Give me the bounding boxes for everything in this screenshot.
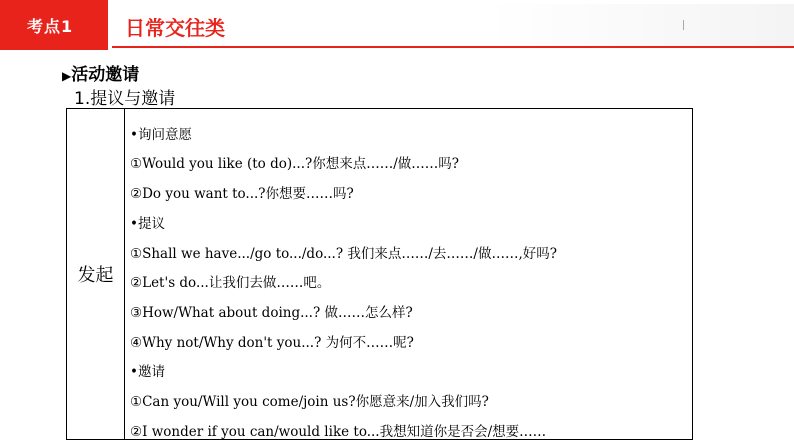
phrase-table <box>66 108 693 440</box>
topic-tag <box>0 0 108 50</box>
table-row: ②Do you want to...?你想要……吗? <box>130 186 354 202</box>
table-row: •询问意愿 <box>130 127 192 143</box>
header-underline <box>112 46 794 48</box>
section-title: 活动邀请 <box>71 65 140 85</box>
topic-tag-label: 考点1 <box>27 17 74 36</box>
table-row: •邀请 <box>130 364 165 380</box>
table-row: ④Why not/Why don't you...? 为何不……呢? <box>130 335 414 351</box>
table-row: ①Shall we have.../go to.../do...? 我们来点……/去……/做……,好吗? <box>130 246 557 262</box>
table-row: •提议 <box>130 216 165 232</box>
table-row: ③How/What about doing...? 做……怎么样? <box>130 305 413 321</box>
column-divider <box>124 109 125 439</box>
table-row: ②I wonder if you can/would like to...我想知道你是否会/想要…… <box>130 424 547 440</box>
triangle-bullet-icon: ▶ <box>62 69 72 83</box>
table-row: ①Would you like (to do)...?你想来点……/做……吗? <box>130 156 460 172</box>
section-subtitle: 1.提议与邀请 <box>74 89 176 109</box>
table-row: ①Can you/Will you come/join us?你愿意来/加入我们吗? <box>130 394 489 410</box>
category-label: 发起 <box>77 265 114 286</box>
section-heading <box>62 60 139 85</box>
page-title: 日常交往类 <box>125 16 225 40</box>
divider-tick <box>683 20 684 30</box>
header <box>0 0 794 50</box>
table-row: ②Let's do...让我们去做……吧。 <box>130 275 331 291</box>
